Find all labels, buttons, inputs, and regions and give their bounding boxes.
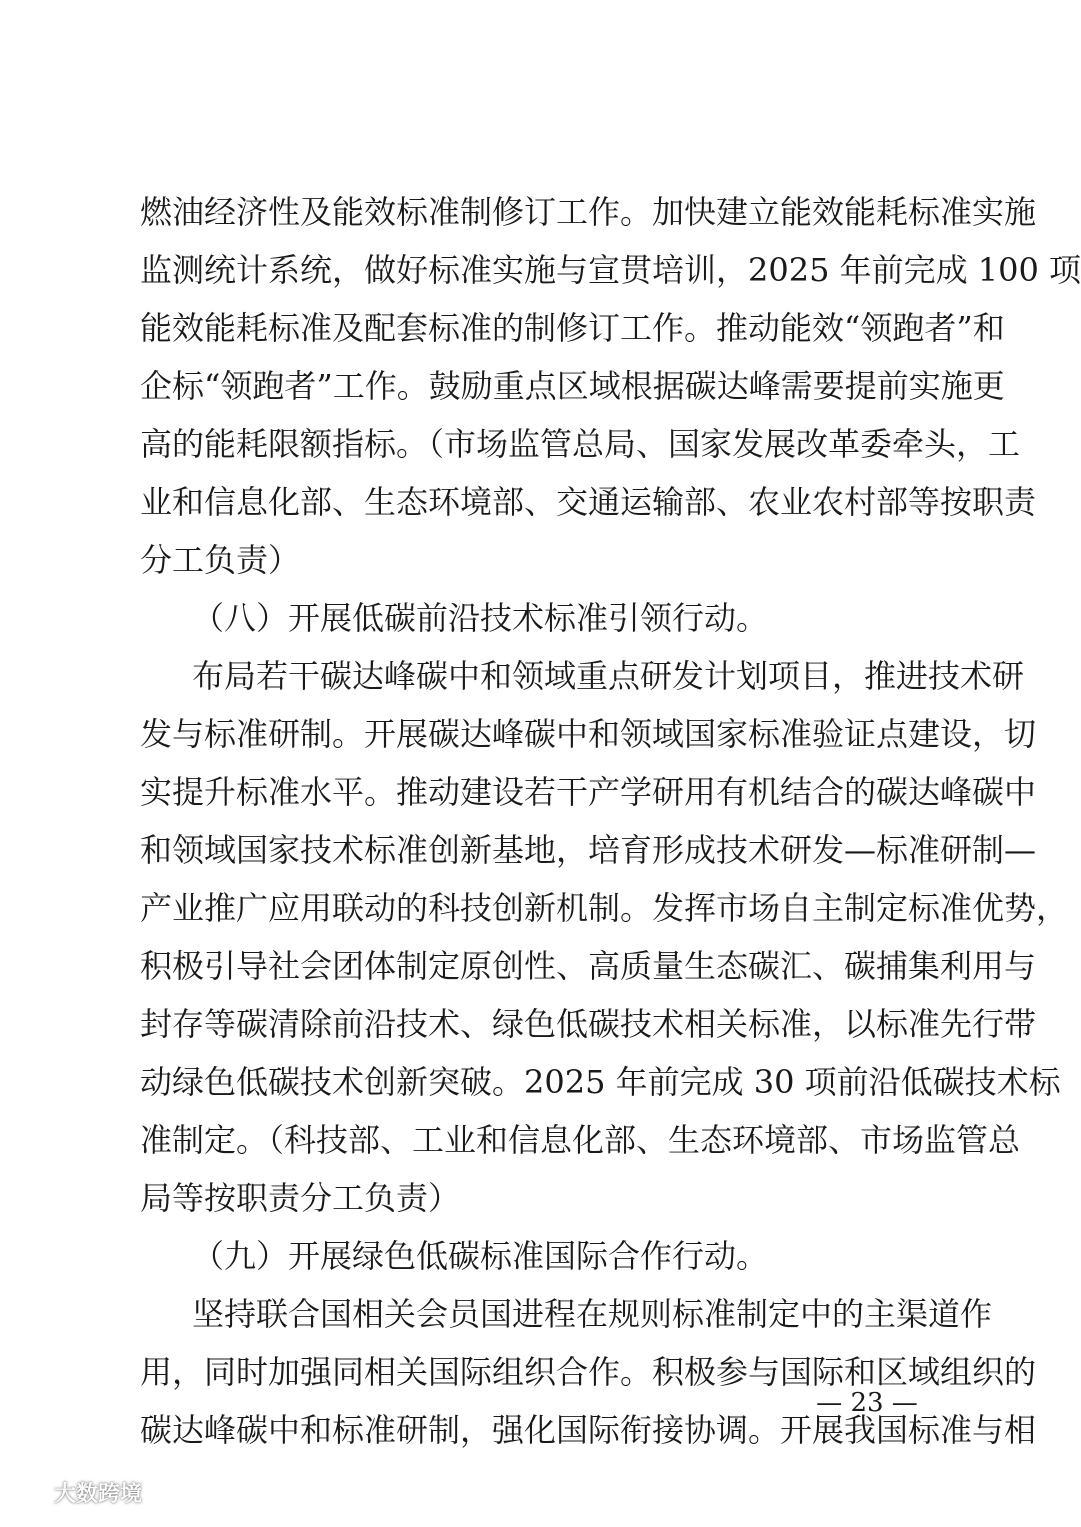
section-heading-9: （九）开展绿色低碳标准国际合作行动。 [192,1237,769,1275]
paragraph-line: 碳达峰碳中和标准研制，强化国际衔接协调。开展我国标准与相 [140,1411,1037,1449]
paragraph-line: 分工负责） [140,541,301,579]
paragraph-line: 燃油经济性及能效标准制修订工作。加快建立能效能耗标准实施 [140,193,1037,231]
paragraph-line: 和领域国家技术标准创新基地，培育形成技术研发—标准研制— [140,831,1037,869]
paragraph-line: 用，同时加强同相关国际组织合作。积极参与国际和区域组织的 [140,1353,1037,1391]
paragraph-line: 监测统计系统，做好标准实施与宣贯培训，2025 年前完成 100 项 [140,251,1081,289]
paragraph-line: 高的能耗限额指标。（市场监管总局、国家发展改革委牵头，工 [140,425,1021,463]
paragraph-line: 积极引导社会团体制定原创性、高质量生态碳汇、碳捕集利用与 [140,947,1037,985]
paragraph-line: 动绿色低碳技术创新突破。2025 年前完成 30 项前沿低碳技术标 [140,1063,1061,1101]
brand-logo-icon [8,1478,48,1506]
paragraph-line: 实提升标准水平。推动建设若干产学研用有机结合的碳达峰碳中 [140,773,1037,811]
paragraph-line: 布局若干碳达峰碳中和领域重点研发计划项目，推进技术研 [192,657,1025,695]
paragraph-line: 能效能耗标准及配套标准的制修订工作。推动能效“领跑者”和 [140,309,1005,347]
paragraph-line: 局等按职责分工负责） [140,1179,461,1217]
paragraph-line: 业和信息化部、生态环境部、交通运输部、农业农村部等按职责 [140,483,1037,521]
paragraph-line: 产业推广应用联动的科技创新机制。发挥市场自主制定标准优势， [140,889,1069,927]
page-number: — 23 — [816,1388,918,1418]
paragraph-line: 准制定。（科技部、工业和信息化部、生态环境部、市场监管总 [140,1121,1021,1159]
paragraph-line: 企标“领跑者”工作。鼓励重点区域根据碳达峰需要提前实施更 [140,367,1005,405]
section-heading-8: （八）开展低碳前沿技术标准引领行动。 [192,599,769,637]
watermark [8,1472,142,1512]
paragraph-line: 封存等碳清除前沿技术、绿色低碳技术相关标准，以标准先行带 [140,1005,1037,1043]
paragraph-line: 坚持联合国相关会员国进程在规则标准制定中的主渠道作 [192,1295,993,1333]
watermark-text: 大数跨境 [54,1481,143,1507]
paragraph-line: 发与标准研制。开展碳达峰碳中和领域国家标准验证点建设，切 [140,715,1037,753]
